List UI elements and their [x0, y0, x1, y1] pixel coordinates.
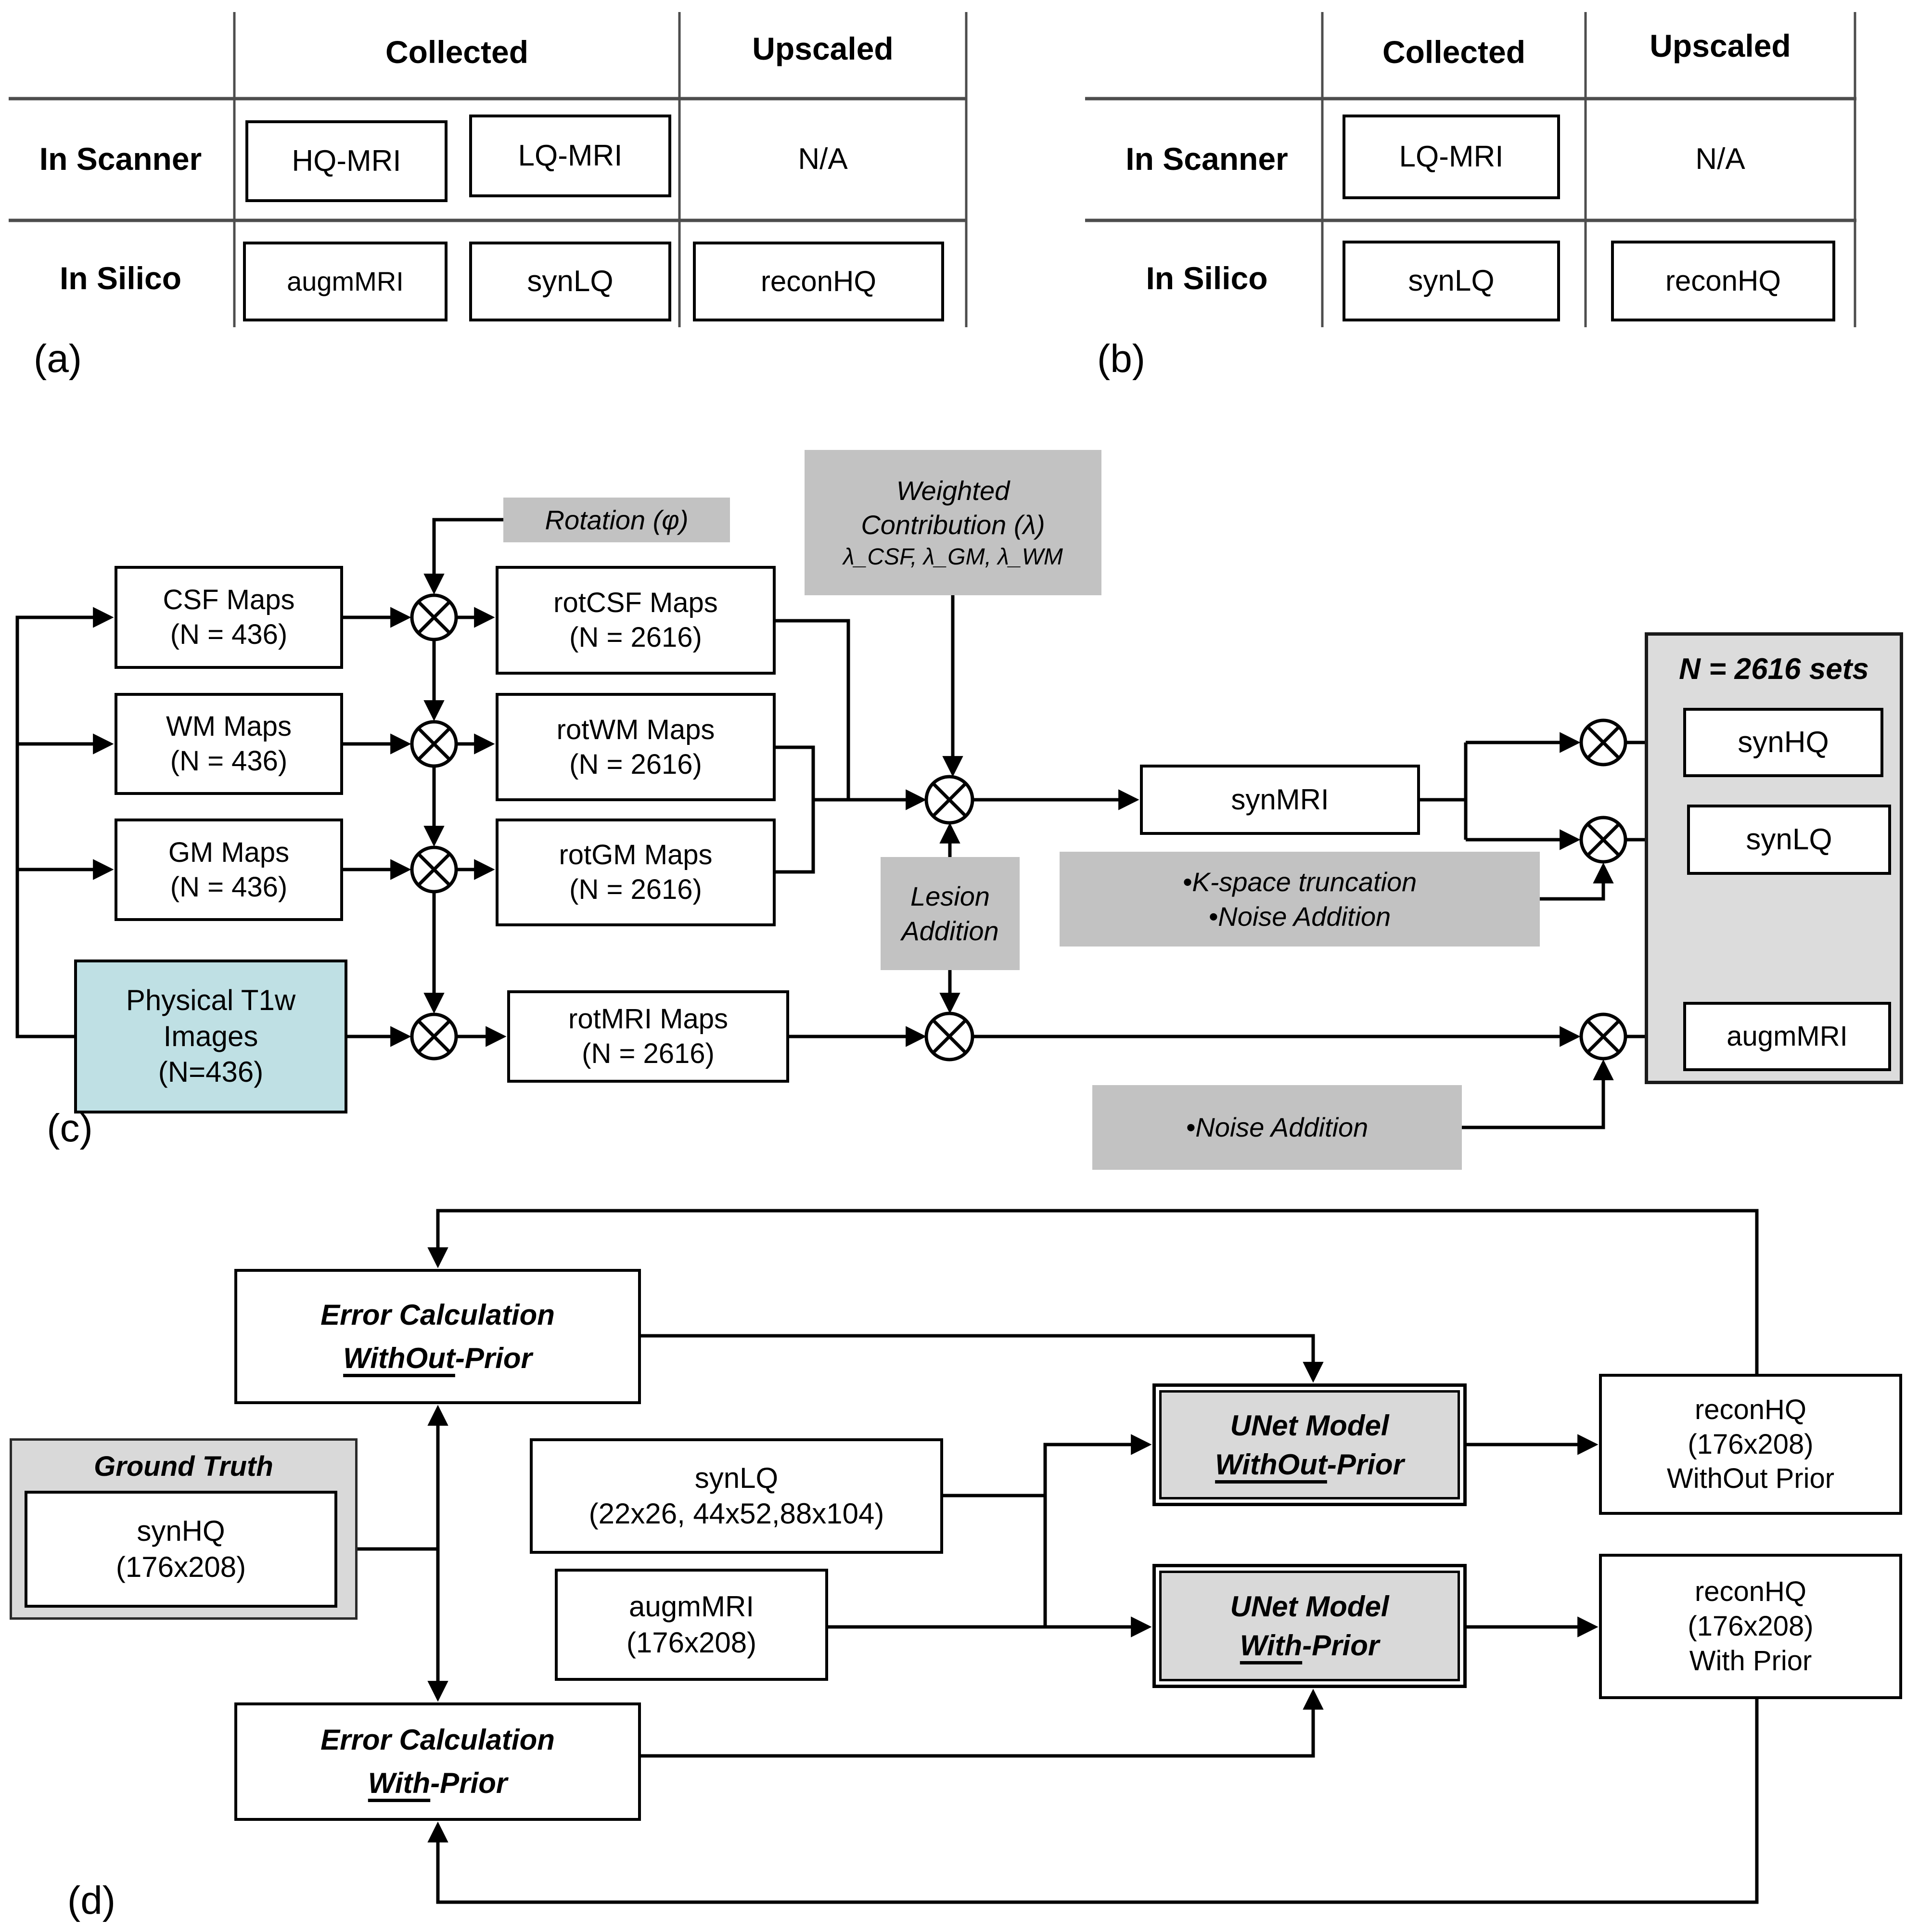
- gt-line1: synHQ: [137, 1515, 225, 1548]
- errwo-line2: [343, 1337, 532, 1380]
- table-a-cell-lq-mri: LQ-MRI: [469, 115, 671, 197]
- rotgm-maps-box: [496, 819, 776, 926]
- wm-line2: (N = 436): [170, 745, 288, 777]
- augmmri-output-box: augmMRI: [1683, 1002, 1891, 1071]
- multiply-icon-lesion-row: [926, 1013, 972, 1060]
- rotwm-line2: (N = 2616): [569, 748, 702, 780]
- multiply-icon-central: [926, 777, 972, 823]
- table-a-cell-reconhq: reconHQ: [693, 242, 944, 321]
- unetwo-line2: [1215, 1445, 1404, 1484]
- wm-line1: WM Maps: [166, 711, 292, 742]
- phys-line3: (N=436): [158, 1056, 264, 1088]
- reconwo-line2: (176x208): [1688, 1428, 1814, 1460]
- nsets-title: N = 2616 sets: [1679, 652, 1869, 686]
- reconw-line3: With Prior: [1689, 1645, 1812, 1676]
- unet-without-inner: [1159, 1390, 1460, 1499]
- panel-b-label: (b): [1097, 336, 1146, 381]
- multiply-icon-x3: [412, 847, 456, 892]
- table-b-cell-synlq: synLQ: [1343, 241, 1560, 321]
- lesion-line2: Addition: [901, 915, 999, 946]
- physical-t1w-box: [74, 960, 347, 1113]
- gt-line2: (176x208): [115, 1550, 246, 1583]
- wire-rotwm-elbow: [776, 747, 813, 800]
- augmmri-input-box: [555, 1569, 828, 1681]
- table-b-cell-lq-mri: LQ-MRI: [1343, 115, 1560, 199]
- multiply-icon-augm: [1581, 1014, 1625, 1059]
- unetwo-underlined: WithOut: [1215, 1448, 1327, 1481]
- augm-d-line1: augmMRI: [628, 1590, 755, 1623]
- lesion-line1: Lesion: [910, 881, 990, 911]
- table-b-header-upscaled: Upscaled: [1650, 27, 1791, 64]
- table-b-cell-reconhq: reconHQ: [1611, 241, 1835, 321]
- table-a-cell-hq-mri: HQ-MRI: [245, 120, 448, 202]
- wire-errwo-to-unetwo: [641, 1336, 1313, 1380]
- wm-maps-box: [115, 693, 343, 795]
- unetw-rest: -Prior: [1302, 1629, 1380, 1662]
- multiply-icon-synhq: [1581, 720, 1625, 765]
- errwp-line1: Error Calculation: [320, 1724, 555, 1756]
- wire-noise-to-xaug: [1462, 1062, 1603, 1127]
- errwo-line1: Error Calculation: [320, 1298, 555, 1331]
- rotwm-line1: rotWM Maps: [556, 714, 715, 745]
- reconwo-line1: reconHQ: [1694, 1394, 1807, 1425]
- multiply-icon-synlq: [1581, 818, 1625, 862]
- unetwo-rest: -Prior: [1327, 1448, 1404, 1481]
- wire-errwp-to-unetwp: [641, 1692, 1313, 1756]
- reconhq-without-prior-box: [1599, 1374, 1902, 1515]
- table-b-row-in-scanner: In Scanner: [1126, 141, 1288, 177]
- reconw-line2: (176x208): [1688, 1611, 1814, 1642]
- table-b-row-in-silico: In Silico: [1146, 260, 1268, 296]
- augm-d-line2: (176x208): [626, 1626, 757, 1659]
- errwo-rest: -Prior: [455, 1342, 532, 1374]
- gm-line2: (N = 436): [170, 871, 288, 903]
- error-calc-without-prior-box: [234, 1269, 641, 1404]
- table-a-cell-na: N/A: [798, 142, 848, 176]
- synlq-d-line1: synLQ: [694, 1461, 779, 1494]
- rotmri-maps-box: [507, 990, 789, 1083]
- reconhq-with-prior-box: [1599, 1554, 1902, 1699]
- rotmri-line1: rotMRI Maps: [568, 1003, 728, 1035]
- errwo-underlined: WithOut: [343, 1342, 455, 1374]
- kspace-line2: •Noise Addition: [1208, 901, 1391, 932]
- unetw-line2: [1240, 1626, 1379, 1665]
- synlq-d-line2: (22x26, 44x52,88x104): [588, 1497, 884, 1530]
- ground-truth-synhq-box: [25, 1491, 337, 1608]
- table-a-cell-augmmri: augmMRI: [243, 242, 448, 321]
- reconwo-line3: WithOut Prior: [1666, 1463, 1835, 1495]
- unetwo-line1: UNet Model: [1230, 1409, 1389, 1442]
- unet-model-without-prior-box: [1152, 1383, 1467, 1506]
- reconw-line1: reconHQ: [1694, 1576, 1807, 1608]
- wire-kspace-to-xslq: [1540, 866, 1603, 899]
- table-a-header-upscaled: Upscaled: [752, 30, 894, 66]
- unet-model-with-prior-box: [1152, 1564, 1467, 1688]
- weighted-lambdas: λ_CSF, λ_GM, λ_WM: [843, 544, 1063, 570]
- rotcsf-line2: (N = 2616): [569, 622, 702, 653]
- synhq-output-box: synHQ: [1683, 708, 1883, 777]
- rotcsf-maps-box: [496, 566, 776, 675]
- table-b-header-collected: Collected: [1382, 34, 1526, 70]
- error-calc-with-prior-box: [234, 1702, 641, 1821]
- table-b-cell-na: N/A: [1695, 142, 1745, 176]
- rotgm-line2: (N = 2616): [569, 874, 702, 905]
- rotgm-line1: rotGM Maps: [559, 839, 713, 871]
- weighted-line1: Weighted: [896, 475, 1010, 506]
- lesion-addition-box: [881, 857, 1020, 970]
- errwp-line2: [368, 1762, 507, 1805]
- multiply-icon-x4: [412, 1014, 456, 1059]
- errwp-underlined: With: [368, 1767, 431, 1799]
- table-a-row-in-scanner: In Scanner: [39, 141, 202, 177]
- weighted-contribution-box: [805, 450, 1101, 595]
- panel-c-label: (c): [47, 1106, 93, 1150]
- gm-line1: GM Maps: [168, 836, 290, 868]
- rotwm-maps-box: [496, 693, 776, 801]
- wire-rotgm-elbow: [776, 800, 813, 872]
- multiply-icon-x2: [412, 722, 456, 766]
- kspace-noise-box: [1060, 852, 1540, 947]
- panel-a-label: (a): [33, 336, 82, 381]
- weighted-line2: Contribution (λ): [861, 510, 1045, 540]
- table-a-header-collected: Collected: [385, 34, 529, 70]
- synlq-input-box: [530, 1438, 943, 1554]
- table-a-cell-synlq: synLQ: [469, 242, 671, 321]
- rotation-label-box: Rotation (φ): [503, 498, 730, 542]
- unetw-underlined: With: [1240, 1629, 1303, 1662]
- table-a-row-in-silico: In Silico: [59, 260, 182, 296]
- gm-maps-box: [115, 819, 343, 921]
- noise-addition-box: •Noise Addition: [1092, 1085, 1462, 1170]
- kspace-line1: •K-space truncation: [1182, 866, 1417, 897]
- synlq-output-box: synLQ: [1687, 805, 1891, 875]
- wire-synlq-to-unetwo: [943, 1445, 1149, 1496]
- phys-line2: Images: [163, 1020, 258, 1052]
- panel-d-label: (d): [67, 1879, 116, 1922]
- rotmri-line2: (N = 2616): [582, 1038, 715, 1069]
- wire-rotation-to-x1: [434, 520, 503, 591]
- unet-with-inner: [1159, 1571, 1460, 1681]
- phys-line1: Physical T1w: [126, 984, 296, 1017]
- synmri-box: synMRI: [1140, 765, 1420, 835]
- multiply-icon-x1: [412, 595, 456, 640]
- rotcsf-line1: rotCSF Maps: [553, 587, 718, 619]
- unetw-line1: UNet Model: [1230, 1590, 1389, 1623]
- errwp-rest: -Prior: [430, 1767, 508, 1799]
- csf-maps-box: [115, 566, 343, 669]
- csf-line2: (N = 436): [170, 619, 288, 650]
- ground-truth-title: Ground Truth: [94, 1451, 273, 1482]
- csf-line1: CSF Maps: [163, 584, 295, 616]
